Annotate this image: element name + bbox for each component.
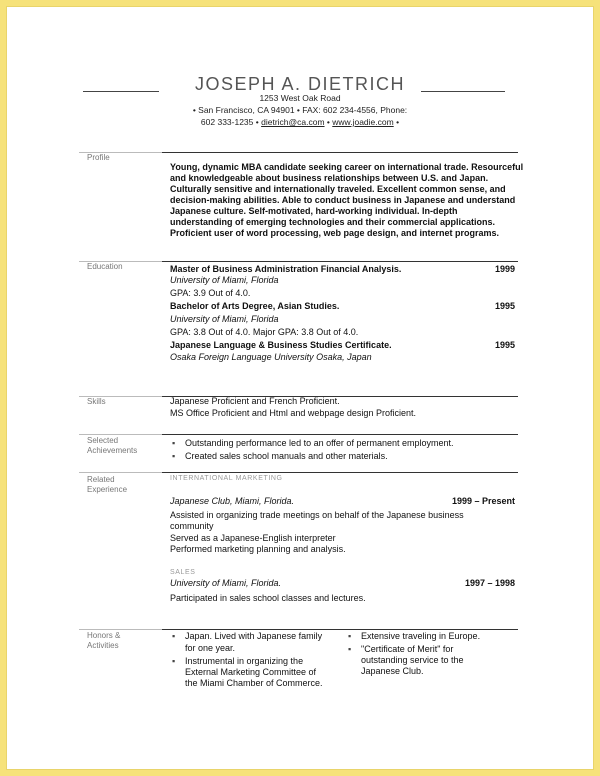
degree-title: Japanese Language & Business Studies Certificate. — [170, 340, 392, 350]
skill-line: MS Office Proficient and Html and webpage design Proficient. — [170, 408, 416, 418]
employment-dates: 1999 – Present — [451, 496, 515, 506]
experience-line: Participated in sales school classes and lectures. — [170, 593, 366, 603]
profile-line: understanding of emerging technologies and their commercial applications. — [170, 217, 496, 227]
bullet-icon: ▪ — [348, 631, 352, 641]
degree-year: 1995 — [494, 301, 515, 311]
degree-title: Bachelor of Arts Degree, Asian Studies. — [170, 301, 340, 311]
section-label-achievements — [87, 436, 162, 456]
education-rule — [162, 261, 518, 262]
experience-label-rule — [79, 472, 162, 473]
honor-item-line: Extensive traveling in Europe. — [361, 631, 481, 641]
candidate-name: JOSEPH A. DIETRICH — [194, 74, 406, 94]
employer-name: University of Miami, Florida. — [170, 578, 282, 588]
contact-line-2 — [7, 116, 593, 128]
experience-heading: SALES — [170, 569, 196, 576]
honor-item-line: the Miami Chamber of Commerce. — [185, 678, 323, 688]
section-label-education: Education — [87, 262, 123, 271]
section-label-honors — [87, 631, 162, 651]
honor-item-line: for one year. — [185, 643, 236, 653]
school-name: Osaka Foreign Language University Osaka, Japan — [170, 352, 372, 362]
experience-line: Assisted in organizing trade meetings on behalf of the Japanese business — [170, 510, 464, 520]
degree-year: 1999 — [494, 264, 515, 274]
school-name: University of Miami, Florida — [170, 314, 279, 324]
label-line: Experience — [87, 485, 128, 494]
bullet-icon: ▪ — [348, 644, 352, 654]
achievements-label-rule — [79, 434, 162, 435]
bullet-icon: ▪ — [172, 451, 176, 461]
experience-line: community — [170, 521, 214, 531]
achievement-item: Created sales school manuals and other materials. — [185, 451, 388, 461]
address-line: 1253 West Oak Road — [259, 93, 341, 103]
honor-item-line: External Marketing Committee of — [185, 667, 317, 677]
email-link[interactable]: dietrich@ca.com — [261, 117, 325, 127]
experience-heading: INTERNATIONAL MARKETING — [170, 475, 283, 482]
gpa-text: GPA: 3.8 Out of 4.0. Major GPA: 3.8 Out of 4.0. — [170, 327, 359, 337]
profile-rule — [162, 152, 518, 153]
achievements-rule — [162, 434, 518, 435]
label-line: Related — [87, 475, 115, 484]
resume-page — [7, 7, 593, 769]
contact-line: • San Francisco, CA 94901 • FAX: 602 234-4556, Phone: — [192, 105, 408, 115]
label-line: Honors & — [87, 631, 121, 640]
achievement-item: Outstanding performance led to an offer of permanent employment. — [185, 438, 454, 448]
honor-item-line: "Certificate of Merit" for — [361, 644, 454, 654]
label-line: Activities — [87, 641, 119, 650]
profile-line: and knowledgeable about business relationships between U.S. and Japan. — [170, 173, 489, 183]
gpa-text: GPA: 3.9 Out of 4.0. — [170, 288, 251, 298]
honors-rule — [162, 629, 518, 630]
school-name: University of Miami, Florida — [170, 275, 279, 285]
honor-item-line: Instrumental in organizing the — [185, 656, 304, 666]
experience-line: Served as a Japanese-English interpreter — [170, 533, 336, 543]
contact-separator: • — [326, 117, 330, 127]
experience-line: Performed marketing planning and analysis. — [170, 544, 346, 554]
phone-text: 602 333-1235 • — [200, 117, 259, 127]
bullet-icon: ▪ — [172, 631, 176, 641]
section-label-profile: Profile — [87, 153, 110, 162]
profile-line: decision-making abilities. Able to conduct business in Japanese and understand — [170, 195, 516, 205]
honor-item-line: Japan. Lived with Japanese family — [185, 631, 323, 641]
bullet-icon: ▪ — [172, 438, 176, 448]
label-line: Selected — [87, 436, 119, 445]
contact-end: • — [396, 117, 400, 127]
bullet-icon: ▪ — [172, 656, 176, 666]
profile-line: Japanese culture. Self-motivated, hard-working individual. In-depth — [170, 206, 458, 216]
experience-rule — [162, 472, 518, 473]
honors-label-rule — [79, 629, 162, 630]
skill-line: Japanese Proficient and French Proficient. — [170, 396, 340, 406]
degree-year: 1995 — [494, 340, 515, 350]
profile-line: Young, dynamic MBA candidate seeking career on international trade. Resourceful — [170, 162, 524, 172]
profile-line: Culturally sensitive and internationally traveled. Excellent common sense, and — [170, 184, 506, 194]
section-label-experience — [87, 475, 162, 495]
section-label-skills: Skills — [87, 397, 106, 406]
employer-name: Japanese Club, Miami, Florida. — [170, 496, 295, 506]
degree-title: Master of Business Administration Financial Analysis. — [170, 264, 402, 274]
website-link[interactable]: www.joadie.com — [332, 117, 394, 127]
honor-item-line: outstanding service to the — [361, 655, 464, 665]
profile-line: Proficient user of word processing, web page design, and internet programs. — [170, 228, 500, 238]
label-line: Achievements — [87, 446, 138, 455]
employment-dates: 1997 – 1998 — [464, 578, 515, 588]
honor-item-line: Japanese Club. — [361, 666, 424, 676]
